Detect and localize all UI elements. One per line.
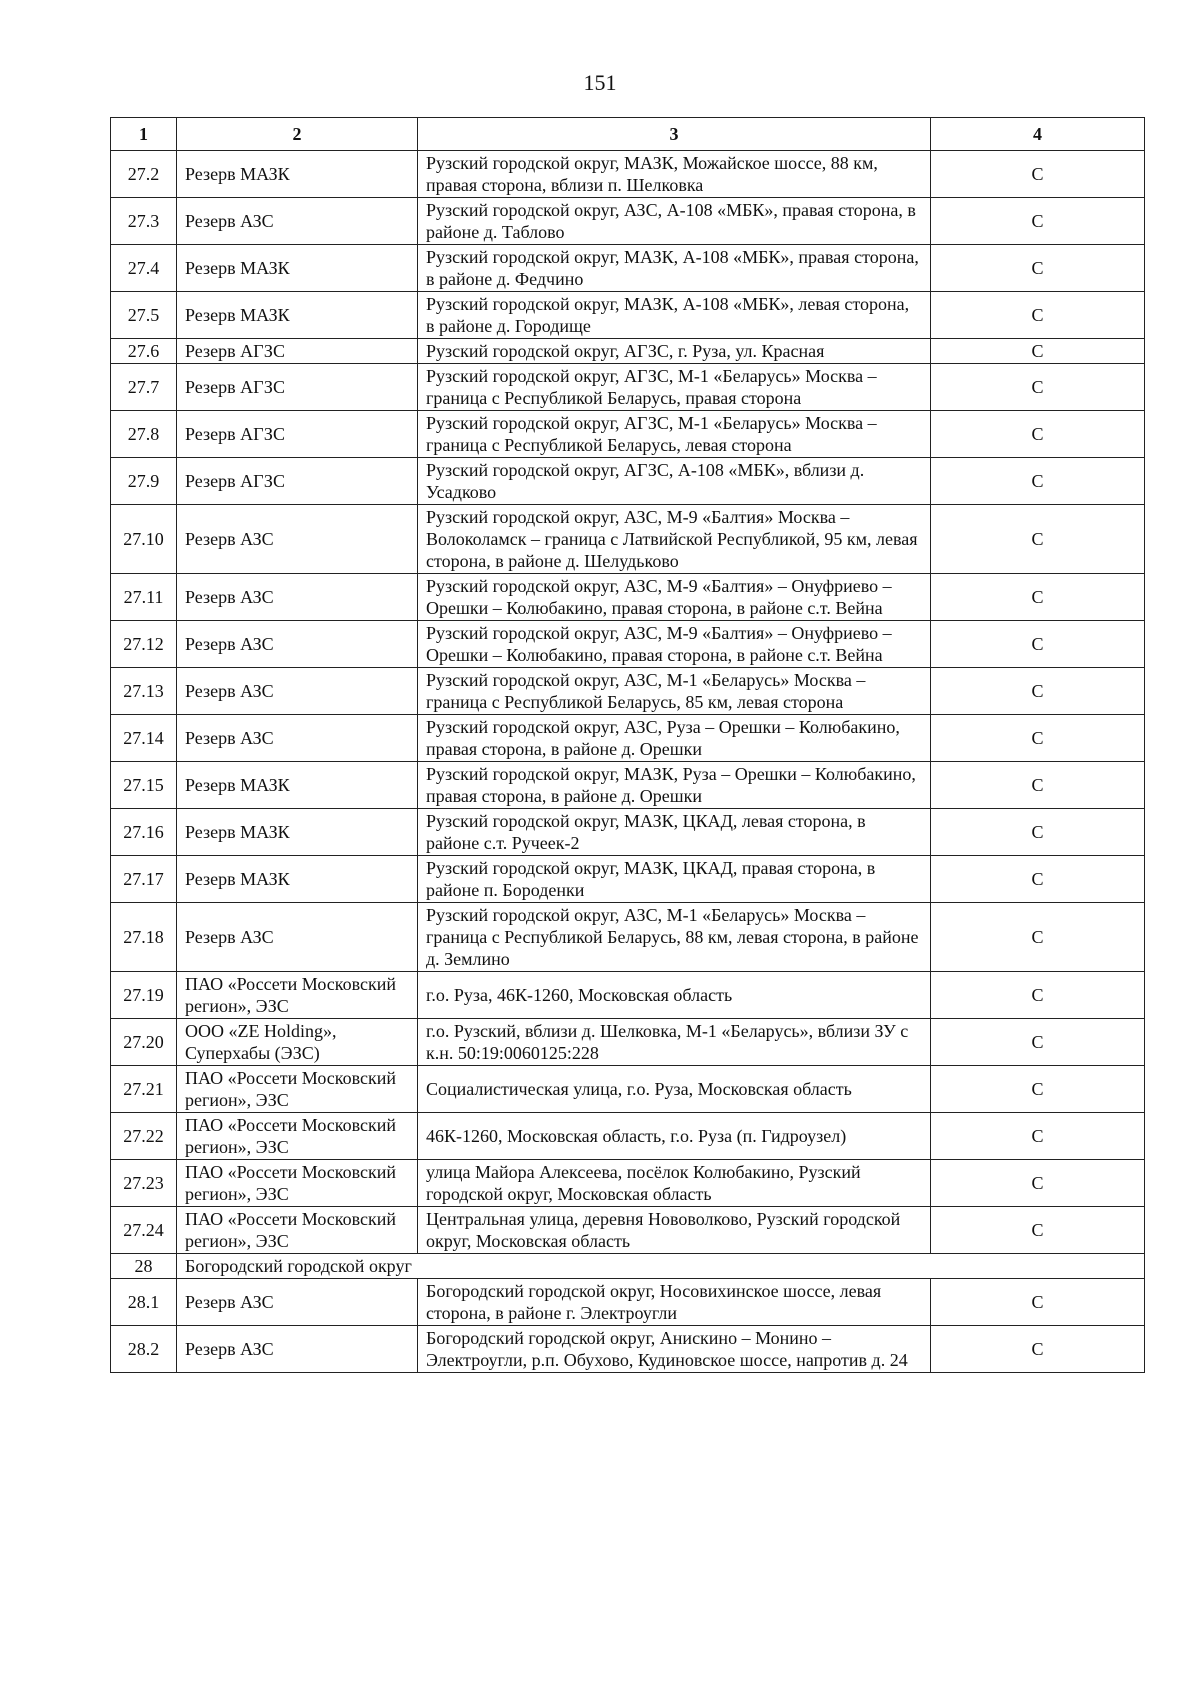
object-address: Рузский городской округ, АГЗС, А-108 «МБК», вблизи д. Усадково [418,458,931,505]
object-category: С [931,762,1145,809]
table-row [111,505,1145,574]
object-address: улица Майора Алексеева, посёлок Колюбакино, Рузский городской округ, Московская область [418,1160,931,1207]
column-header-4: 4 [931,118,1145,151]
row-number: 27.19 [111,972,177,1019]
table-row [111,198,1145,245]
row-number: 27.8 [111,411,177,458]
row-number: 27.7 [111,364,177,411]
row-number: 27.21 [111,1066,177,1113]
table-row [111,668,1145,715]
row-number: 27.24 [111,1207,177,1254]
table-row [111,856,1145,903]
object-address: Рузский городской округ, МАЗК, А-108 «МБК», левая сторона, в районе д. Городище [418,292,931,339]
table-row [111,574,1145,621]
object-address: 46К-1260, Московская область, г.о. Руза (п. Гидроузел) [418,1113,931,1160]
section-row [111,1254,1145,1279]
row-number: 27.3 [111,198,177,245]
object-name: Резерв МАЗК [177,292,418,339]
object-name: Резерв АЗС [177,505,418,574]
table-row [111,972,1145,1019]
object-address: г.о. Руза, 46К-1260, Московская область [418,972,931,1019]
object-address: Богородский городской округ, Анискино – Монино – Электроугли, р.п. Обухово, Кудиновское шоссе, напротив д. 24 [418,1326,931,1373]
object-address: Рузский городской округ, АГЗС, М-1 «Беларусь» Москва – граница с Республикой Беларусь, левая сторона [418,411,931,458]
object-address: Рузский городской округ, АЗС, А-108 «МБК», правая сторона, в районе д. Таблово [418,198,931,245]
section-number: 28 [111,1254,177,1279]
table-row [111,339,1145,364]
object-address: Рузский городской округ, АЗС, М-1 «Беларусь» Москва – граница с Республикой Беларусь, 88 км, левая сторона, в районе д. Землино [418,903,931,972]
table-row [111,1207,1145,1254]
object-address: Рузский городской округ, АГЗС, г. Руза, ул. Красная [418,339,931,364]
row-number: 27.5 [111,292,177,339]
object-category: С [931,715,1145,762]
object-name: ПАО «Россети Московский регион», ЭЗС [177,1160,418,1207]
object-name: ООО «ZE Holding», Суперхабы (ЭЗС) [177,1019,418,1066]
object-category: С [931,1207,1145,1254]
object-category: С [931,903,1145,972]
object-category: С [931,1326,1145,1373]
object-category: С [931,809,1145,856]
object-name: Резерв АГЗС [177,364,418,411]
column-header-3: 3 [418,118,931,151]
object-category: С [931,668,1145,715]
table-row [111,292,1145,339]
row-number: 27.20 [111,1019,177,1066]
object-name: Резерв МАЗК [177,245,418,292]
object-category: С [931,411,1145,458]
object-name: Резерв АЗС [177,1326,418,1373]
object-category: С [931,574,1145,621]
object-category: С [931,364,1145,411]
registry-table [110,117,1145,1373]
row-number: 27.17 [111,856,177,903]
object-address: г.о. Рузский, вблизи д. Шелковка, М-1 «Беларусь», вблизи ЗУ с к.н. 50:19:0060125:228 [418,1019,931,1066]
object-address: Рузский городской округ, МАЗК, ЦКАД, правая сторона, в районе п. Бороденки [418,856,931,903]
object-category: С [931,292,1145,339]
row-number: 27.10 [111,505,177,574]
object-name: Резерв МАЗК [177,151,418,198]
object-category: С [931,1066,1145,1113]
column-header-1: 1 [111,118,177,151]
object-name: Резерв МАЗК [177,856,418,903]
section-title: Богородский городской округ [177,1254,1145,1279]
row-number: 27.4 [111,245,177,292]
object-name: Резерв МАЗК [177,762,418,809]
table-row [111,1160,1145,1207]
object-address: Рузский городской округ, МАЗК, Можайское шоссе, 88 км, правая сторона, вблизи п. Шелковка [418,151,931,198]
object-category: С [931,1019,1145,1066]
object-name: Резерв АЗС [177,574,418,621]
object-name: Резерв АГЗС [177,458,418,505]
column-header-2: 2 [177,118,418,151]
object-category: С [931,856,1145,903]
row-number: 27.22 [111,1113,177,1160]
object-name: Резерв АГЗС [177,411,418,458]
object-name: Резерв МАЗК [177,809,418,856]
object-name: ПАО «Россети Московский регион», ЭЗС [177,1207,418,1254]
object-address: Рузский городской округ, АЗС, М-1 «Беларусь» Москва – граница с Республикой Беларусь, 85 км, левая сторона [418,668,931,715]
object-address: Рузский городской округ, АЗС, М-9 «Балтия» Москва – Волоколамск – граница с Латвийской Республикой, 95 км, левая сторона, в районе д. Шелудьково [418,505,931,574]
table-row [111,1113,1145,1160]
table-row [111,715,1145,762]
object-category: С [931,339,1145,364]
object-name: Резерв АЗС [177,903,418,972]
object-category: С [931,1279,1145,1326]
object-address: Рузский городской округ, МАЗК, Руза – Орешки – Колюбакино, правая сторона, в районе д. Орешки [418,762,931,809]
row-number: 27.2 [111,151,177,198]
table-row [111,411,1145,458]
table-row [111,458,1145,505]
object-address: Рузский городской округ, МАЗК, ЦКАД, левая сторона, в районе с.т. Ручеек-2 [418,809,931,856]
row-number: 27.15 [111,762,177,809]
object-address: Рузский городской округ, АЗС, М-9 «Балтия» – Онуфриево – Орешки – Колюбакино, правая сторона, в районе с.т. Вейна [418,574,931,621]
row-number: 27.23 [111,1160,177,1207]
row-number: 28.1 [111,1279,177,1326]
object-address: Рузский городской округ, АЗС, Руза – Орешки – Колюбакино, правая сторона, в районе д. Орешки [418,715,931,762]
object-name: ПАО «Россети Московский регион», ЭЗС [177,972,418,1019]
row-number: 27.6 [111,339,177,364]
object-name: Резерв АГЗС [177,339,418,364]
table-row [111,809,1145,856]
table-row [111,151,1145,198]
object-category: С [931,972,1145,1019]
row-number: 27.13 [111,668,177,715]
object-name: Резерв АЗС [177,621,418,668]
page-number: 151 [583,70,617,95]
object-address: Рузский городской округ, МАЗК, А-108 «МБК», правая сторона, в районе д. Федчино [418,245,931,292]
object-category: С [931,245,1145,292]
object-category: С [931,198,1145,245]
object-category: С [931,1113,1145,1160]
table-row [111,903,1145,972]
row-number: 28.2 [111,1326,177,1373]
row-number: 27.18 [111,903,177,972]
table-body [111,151,1145,1373]
object-address: Рузский городской округ, АГЗС, М-1 «Беларусь» Москва – граница с Республикой Беларусь, правая сторона [418,364,931,411]
table-row [111,1019,1145,1066]
table-row [111,364,1145,411]
object-name: Резерв АЗС [177,198,418,245]
table-row [111,245,1145,292]
object-name: ПАО «Россети Московский регион», ЭЗС [177,1113,418,1160]
table-header-row [111,118,1145,151]
row-number: 27.12 [111,621,177,668]
object-name: Резерв АЗС [177,1279,418,1326]
table-row [111,1326,1145,1373]
table-row [111,621,1145,668]
object-address: Центральная улица, деревня Нововолково, Рузский городской округ, Московская область [418,1207,931,1254]
object-name: ПАО «Россети Московский регион», ЭЗС [177,1066,418,1113]
table-header [111,118,1145,151]
object-category: С [931,621,1145,668]
object-category: С [931,1160,1145,1207]
table-row [111,1066,1145,1113]
row-number: 27.14 [111,715,177,762]
object-category: С [931,151,1145,198]
object-category: С [931,458,1145,505]
object-name: Резерв АЗС [177,668,418,715]
row-number: 27.16 [111,809,177,856]
object-name: Резерв АЗС [177,715,418,762]
table-row [111,1279,1145,1326]
table-row [111,762,1145,809]
object-address: Рузский городской округ, АЗС, М-9 «Балтия» – Онуфриево – Орешки – Колюбакино, правая сторона, в районе с.т. Вейна [418,621,931,668]
object-address: Социалистическая улица, г.о. Руза, Московская область [418,1066,931,1113]
object-address: Богородский городской округ, Носовихинское шоссе, левая сторона, в районе г. Электроугли [418,1279,931,1326]
row-number: 27.9 [111,458,177,505]
object-category: С [931,505,1145,574]
row-number: 27.11 [111,574,177,621]
